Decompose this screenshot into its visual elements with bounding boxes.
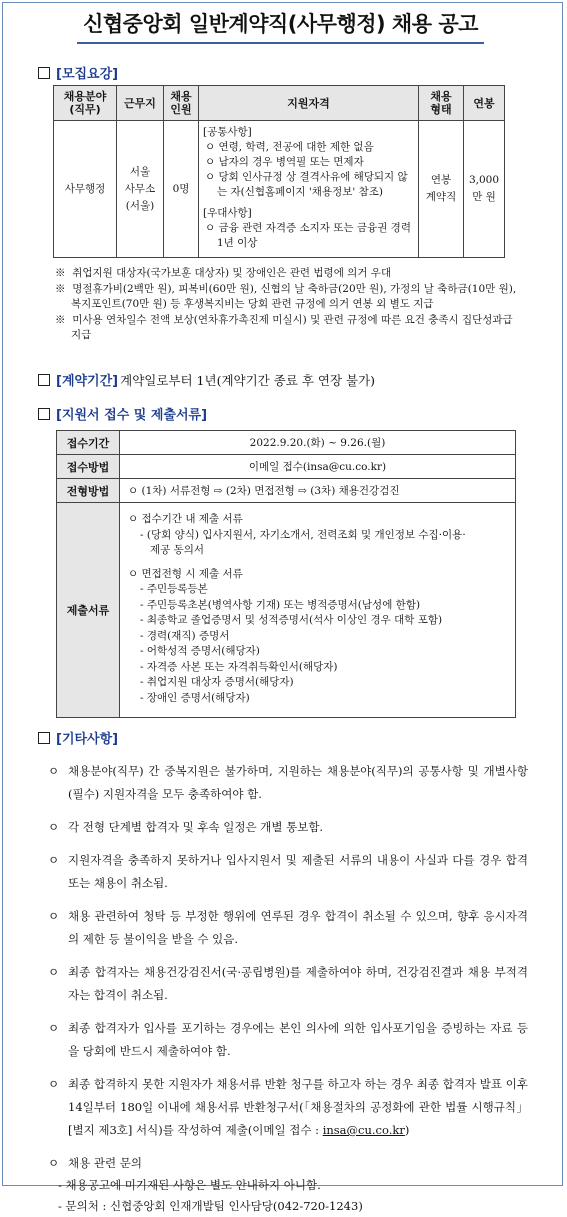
checkbox-square-icon bbox=[38, 408, 50, 420]
common-label: [공통사항] bbox=[203, 126, 252, 138]
list-item: - 어학성적 증명서(해당자) bbox=[140, 645, 260, 657]
list-item: ㅇ 남자의 경우 병역필 또는 면제자 bbox=[205, 156, 364, 168]
header-field: 채용분야 (직무) bbox=[54, 86, 117, 121]
contract-text: 계약일로부터 1년(계약기간 종료 후 연장 불가) bbox=[120, 373, 376, 388]
table-row bbox=[57, 455, 516, 479]
table-row bbox=[54, 121, 505, 258]
cell-qualification bbox=[199, 121, 419, 258]
list-item: ㅇ 금융 관련 자격증 소지자 또는 금융권 경력 1년 이상 bbox=[205, 222, 411, 249]
header-count: 채용 인원 bbox=[164, 86, 199, 121]
contact-line: - 문의처 : 신협중앙회 인재개발팀 인사담당(042-720-1243) bbox=[58, 1199, 363, 1213]
process-label: 전형방법 bbox=[57, 479, 120, 503]
list-item: ㅇ 최종 합격하지 못한 지원자가 채용서류 반환 청구를 하고자 하는 경우 최종 합격자 발표 이후 14일부터 180일 이내에 채용서류 반환청구서(「채용절차의 공정화에 관한 법률 시행규칙」 [별지 제3호] 서식)를 작성하여 제출(이메일 접수 : insa@cu.co.kr) bbox=[48, 1077, 528, 1137]
checkbox-square-icon bbox=[38, 732, 50, 744]
list-item: ㅇ 지원자격을 충족하지 못하거나 입사지원서 및 제출된 서류의 내용이 사실과 다를 경우 합격 또는 채용이 취소됨. bbox=[48, 853, 528, 890]
list-item: ㅇ 최종 합격자는 채용건강검진서(국·공립병원)를 제출하여야 하며, 건강검진결과 채용 부적격자는 합격이 취소됨. bbox=[48, 965, 528, 1002]
note-item: ※ 명절휴가비(2백만 원), 피복비(60만 원), 신협의 날 축하금(20만 원), 가정의 날 축하금(10만 원), 복지포인트(70만 원) 등 후생복지비는 당회 관련 규정에 의거 연봉 외 별도 지급 bbox=[55, 282, 517, 310]
etc-list bbox=[48, 760, 528, 1217]
list-item: ㅇ 당회 인사규정 상 결격사유에 해당되지 않는 자(신협홈페이지 '채용정보' 참조) bbox=[205, 171, 408, 198]
cell-type: 연봉 계약직 bbox=[419, 121, 464, 258]
header-type: 채용 형태 bbox=[419, 86, 464, 121]
docs-label: 제출서류 bbox=[57, 503, 120, 718]
note-item: ※ 미사용 연차일수 전액 보상(연차휴가촉진제 미실시) 및 관련 규정에 따른 요건 충족시 집단성과급 지급 bbox=[55, 313, 513, 341]
period-label: 접수기간 bbox=[57, 431, 120, 455]
period-value: 2022.9.20.(화) ~ 9.26.(월) bbox=[120, 431, 516, 455]
checkbox-square-icon bbox=[38, 374, 50, 386]
preferred-label: [우대사항] bbox=[203, 207, 252, 219]
list-item: - 경력(재직) 증명서 bbox=[140, 629, 230, 642]
list-item: - 주민등록등본 bbox=[140, 583, 208, 595]
docs-group-title: ㅇ 면접전형 시 제출 서류 bbox=[128, 567, 243, 580]
cell-salary: 3,000 만 원 bbox=[464, 121, 505, 258]
recruit-table bbox=[53, 85, 505, 258]
section-contract-heading: [계약기간] 계약일로부터 1년(계약기간 종료 후 연장 불가) bbox=[38, 370, 375, 389]
method-value: 이메일 접수(insa@cu.co.kr) bbox=[120, 455, 516, 479]
section-apply-heading: [지원서 접수 및 제출서류] bbox=[38, 404, 207, 423]
docs-value bbox=[120, 503, 516, 718]
list-item: ㅇ 채용분야(직무) 간 중복지원은 불가하며, 지원하는 채용분야(직무)의 공통사항 및 개별사항(필수) 지원자격을 모두 충족하여야 함. bbox=[48, 764, 528, 801]
checkbox-square-icon bbox=[38, 67, 50, 79]
list-item: ㅇ 채용 관련하여 청탁 등 부정한 행위에 연루된 경우 합격이 취소될 수 있으며, 향후 응시자격의 제한 등 불이익을 받을 수 있음. bbox=[48, 909, 528, 946]
cell-field: 사무행정 bbox=[54, 121, 117, 258]
contact-title: ㅇ 채용 관련 문의 bbox=[48, 1156, 142, 1170]
table-row bbox=[57, 431, 516, 455]
contact-line: - 채용공고에 미기재된 사항은 별도 안내하지 아니함. bbox=[58, 1178, 321, 1192]
document-title: 신협중앙회 일반계약직(사무행정) 채용 공고 bbox=[77, 8, 484, 44]
header-qualification: 지원자격 bbox=[199, 86, 419, 121]
recruit-notes bbox=[55, 266, 525, 344]
list-item: - 자격증 사본 또는 자격취득확인서(해당자) bbox=[140, 660, 338, 673]
list-item: - 장애인 증명서(해당자) bbox=[140, 691, 250, 704]
process-value: ㅇ (1차) 서류전형 ⇨ (2차) 면접전형 ⇨ (3차) 채용건강검진 bbox=[120, 479, 516, 503]
section-recruit-heading: [모집요강] bbox=[38, 63, 118, 82]
title-area bbox=[0, 8, 561, 44]
list-item: ㅇ 최종 합격자가 입사를 포기하는 경우에는 본인 의사에 의한 입사포기임을 증빙하는 자료 등을 당회에 반드시 제출하여야 함. bbox=[48, 1021, 528, 1058]
note-item: ※ 취업지원 대상자(국가보훈 대상자) 및 장애인은 관련 법령에 의거 우대 bbox=[55, 267, 392, 279]
list-item: - 최종학교 졸업증명서 및 성적증명서(석사 이상인 경우 대학 포함) bbox=[140, 614, 443, 626]
method-label: 접수방법 bbox=[57, 455, 120, 479]
list-item: 제공 동의서 bbox=[150, 544, 205, 556]
section-etc-heading: [기타사항] bbox=[38, 728, 118, 747]
list-item: - 취업지원 대상자 증명서(해당자) bbox=[140, 676, 294, 688]
header-location: 근무지 bbox=[117, 86, 164, 121]
list-item: - (당회 양식) 입사지원서, 자기소개서, 전력조회 및 개인정보 수집·이용· bbox=[140, 528, 466, 541]
cell-location: 서울 사무소 (서울) bbox=[117, 121, 164, 258]
list-item: ㅇ 연령, 학력, 전공에 대한 제한 없음 bbox=[205, 141, 374, 153]
apply-table bbox=[56, 430, 516, 718]
email-link[interactable]: insa@cu.co.kr bbox=[322, 1123, 405, 1137]
header-salary: 연봉 bbox=[464, 86, 505, 121]
table-header-row bbox=[54, 86, 505, 121]
list-item: - 주민등록초본(병역사항 기재) 또는 병적증명서(남성에 한함) bbox=[140, 598, 421, 611]
table-row bbox=[57, 479, 516, 503]
cell-count: 0명 bbox=[164, 121, 199, 258]
table-row bbox=[57, 503, 516, 718]
docs-group-title: ㅇ 접수기간 내 제출 서류 bbox=[128, 513, 243, 525]
list-item: ㅇ 각 전형 단계별 합격자 및 후속 일정은 개별 통보함. bbox=[48, 820, 324, 834]
